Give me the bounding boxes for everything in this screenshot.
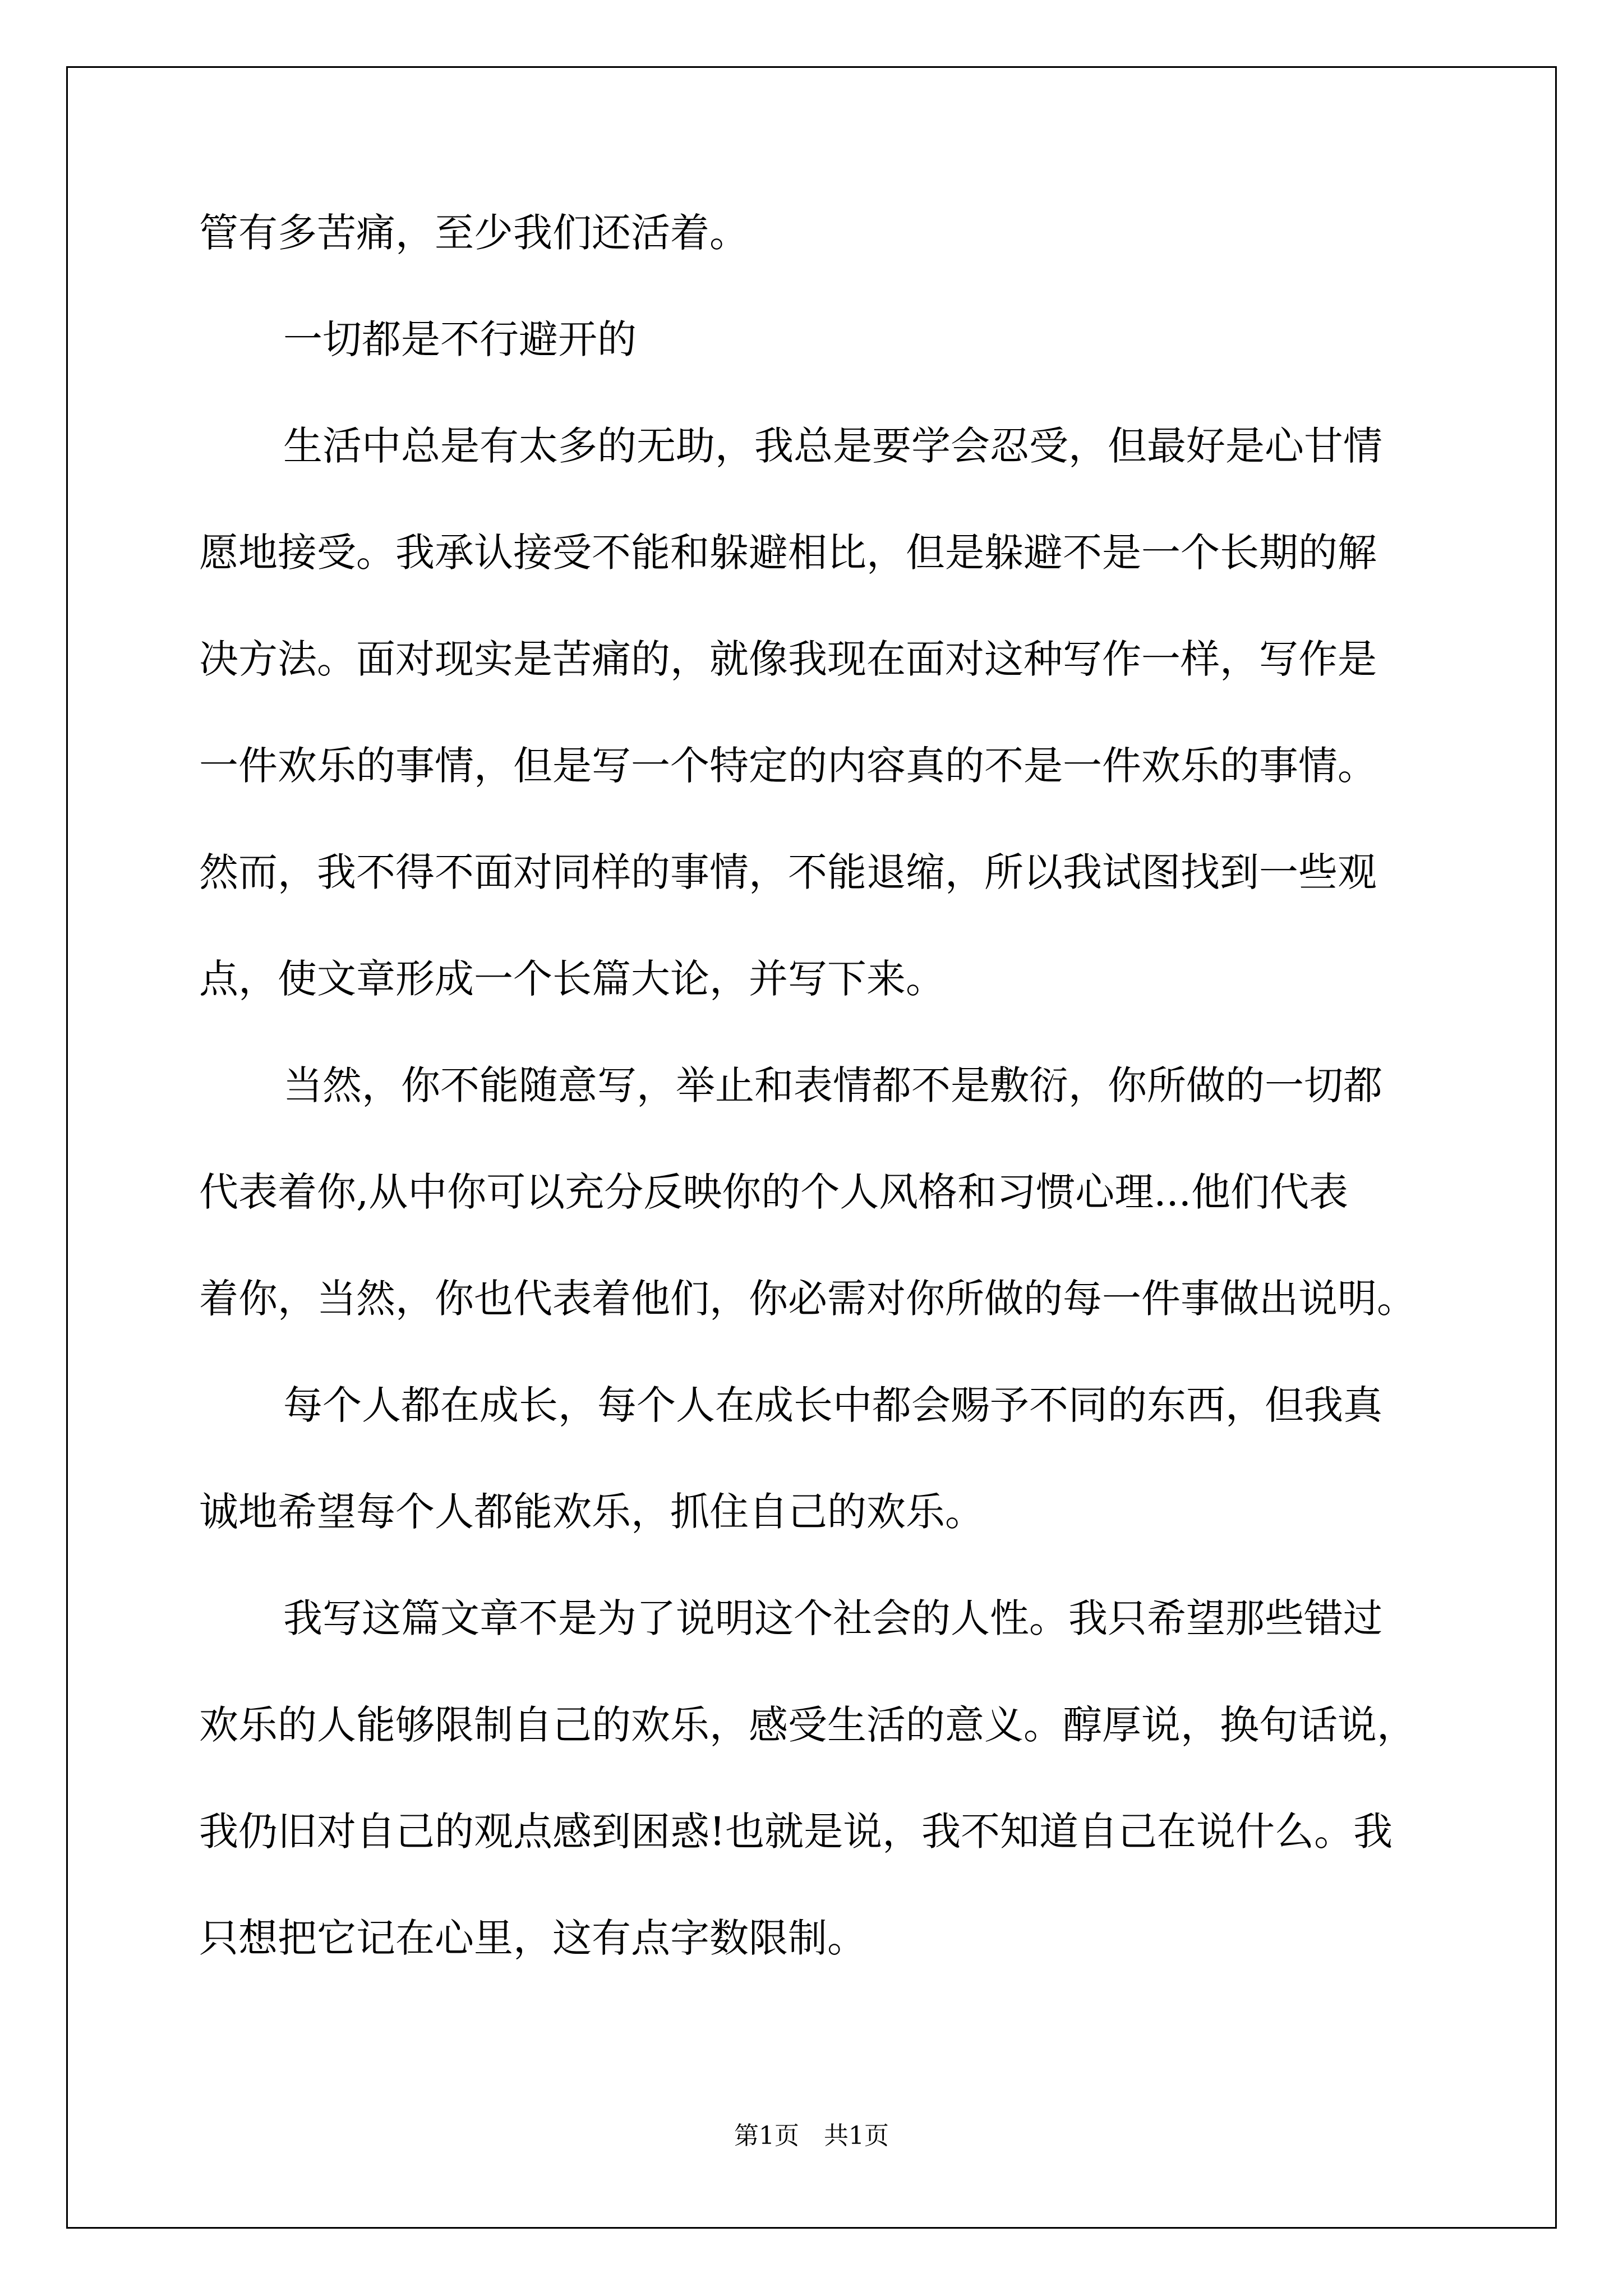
text-line: 只想把它记在心里，这有点字数限制。 [199,1915,866,1961]
text-line: 欢乐的人能够限制自己的欢乐，感受生活的意义。醇厚说，换句话说， [199,1702,1416,1748]
text-line: 着你，当然，你也代表着他们，你必需对你所做的每一件事做出说明。 [199,1276,1416,1322]
text-line: 当然，你不能随意写，举止和表情都不是敷衍，你所做的一切都 [283,1062,1382,1108]
text-line: 管有多苦痛，至少我们还活着。 [199,210,749,256]
text-line: 然而，我不得不面对同样的事情，不能退缩，所以我试图找到一些观 [199,849,1377,895]
text-line: 代表着你,从中你可以充分反映你的个人风格和习惯心理...他们代表 [199,1169,1349,1215]
text-line: 我仍旧对自己的观点感到困惑!也就是说，我不知道自己在说什么。我 [199,1809,1393,1855]
text-line: 决方法。面对现实是苦痛的，就像我现在面对这种写作一样，写作是 [199,636,1377,682]
text-line: 我写这篇文章不是为了说明这个社会的人性。我只希望那些错过 [283,1595,1382,1641]
text-line: 每个人都在成长，每个人在成长中都会赐予不同的东西，但我真 [283,1382,1382,1428]
text-line: 生活中总是有太多的无助，我总是要学会忍受，但最好是心甘情 [283,423,1382,469]
document-body [199,210,1433,2025]
text-line: 愿地接受。我承认接受不能和躲避相比，但是躲避不是一个长期的解 [199,530,1377,576]
page-number-footer: 第1页 共1页 [734,2122,889,2150]
text-line: 点，使文章形成一个长篇大论，并写下来。 [199,956,945,1002]
text-line: 诚地希望每个人都能欢乐，抓住自己的欢乐。 [199,1489,984,1535]
text-line: 一件欢乐的事情，但是写一个特定的内容真的不是一件欢乐的事情。 [199,743,1377,789]
text-line: 一切都是不行避开的 [283,316,637,362]
